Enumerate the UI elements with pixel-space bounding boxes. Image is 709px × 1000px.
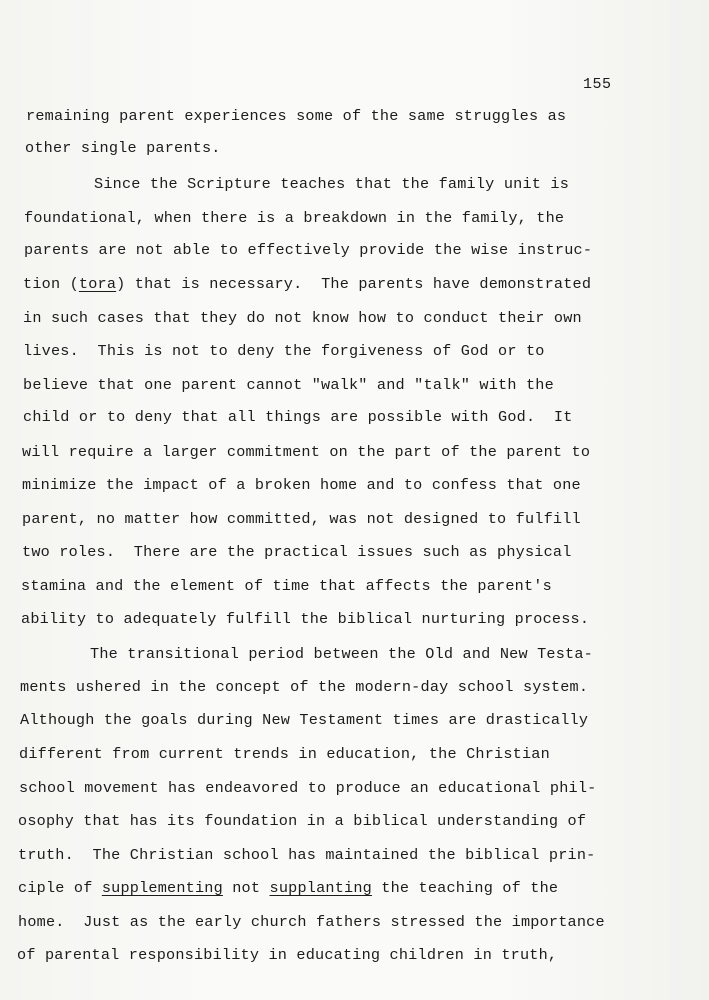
text-line: will require a larger commitment on the part of the parent to — [22, 443, 591, 461]
underlined-term: supplanting — [269, 879, 372, 897]
text-segment: tion ( — [23, 275, 79, 293]
text-segment: the teaching of the — [371, 879, 559, 897]
text-line: lives. This is not to deny the forgiveness of God or to — [23, 342, 545, 360]
text-line: foundational, when there is a breakdown in the family, the — [24, 209, 565, 227]
text-line: parents are not able to effectively provide the wise instruc- — [24, 241, 593, 259]
text-line: osophy that has its foundation in a biblical understanding of — [18, 812, 587, 830]
text-line: believe that one parent cannot "walk" and "talk" with the — [23, 376, 554, 394]
underlined-term: supplementing — [101, 879, 223, 897]
text-line: parent, no matter how committed, was not designed to fulfill — [22, 510, 581, 528]
text-line: two roles. There are the practical issues such as physical — [22, 543, 572, 561]
text-line: Since the Scripture teaches that the family unit is — [94, 175, 570, 193]
text-segment: ciple of — [18, 879, 102, 897]
text-line: child or to deny that all things are possible with God. It — [23, 408, 573, 426]
text-segment: ) that is necessary. The parents have demonstrated — [116, 275, 592, 293]
underlined-term: tora — [78, 275, 117, 293]
text-segment: not — [222, 879, 270, 897]
text-line: different from current trends in education, the Christian — [19, 745, 550, 763]
text-line: minimize the impact of a broken home and to confess that one — [22, 476, 581, 494]
text-line: other single parents. — [25, 139, 221, 157]
text-line — [18, 879, 558, 897]
text-line: remaining parent experiences some of the same struggles as — [26, 107, 567, 125]
text-line: school movement has endeavored to produce an educational phil- — [19, 779, 597, 797]
text-line: The transitional period between the Old and New Testa- — [90, 645, 593, 663]
text-line: Although the goals during New Testament times are drastically — [20, 711, 589, 729]
text-line — [23, 275, 591, 293]
text-line: home. Just as the early church fathers stressed the importance — [18, 913, 605, 931]
text-line: ments ushered in the concept of the modern-day school system. — [20, 678, 589, 696]
text-line: of parental responsibility in educating children in truth, — [17, 946, 558, 964]
text-line: truth. The Christian school has maintained the biblical prin- — [18, 846, 596, 864]
text-line: ability to adequately fulfill the biblical nurturing process. — [21, 610, 590, 628]
text-line: in such cases that they do not know how to conduct their own — [23, 309, 582, 327]
text-line: stamina and the element of time that affects the parent's — [21, 577, 552, 595]
page-number: 155 — [583, 76, 612, 93]
